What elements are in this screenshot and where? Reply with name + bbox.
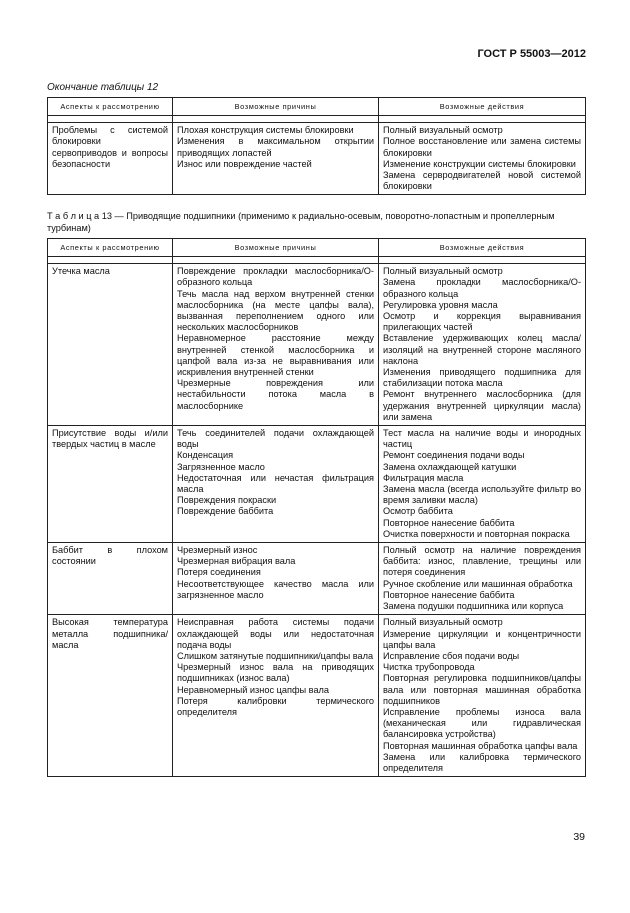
cause-line: Течь соединителей подачи охлаждающей воды (177, 428, 374, 450)
table-row (48, 615, 586, 777)
action-line: Осмотр баббита (383, 506, 453, 517)
action-line: Повторная регулировка подшипников/цапфы вала или повторная машинная обработка подшипников (383, 673, 581, 706)
action-line: Очистка поверхности и повторная покраска (383, 528, 570, 539)
actions-cell (379, 615, 586, 777)
cause-line: Чрезмерные повреждения или нестабильности потока масла в маслосборнике (177, 378, 374, 411)
cause-line: Износ или повреждение частей (177, 158, 312, 169)
cause-line: Недостаточная или нечастая фильтрация масла (177, 472, 374, 495)
action-line: Регулировка уровня масла (383, 299, 498, 310)
cause-line: Конденсация (177, 450, 234, 461)
table12-col-aspects: Аспекты к рассмотрению (48, 98, 173, 116)
actions-cell (379, 543, 586, 615)
table12-col-causes: Возможные причины (173, 98, 379, 116)
action-line: Изменение конструкции системы блокировки (383, 158, 576, 169)
aspect-cell: Баббит в плохом состоянии (48, 543, 173, 615)
cause-line: Изменения в максимальном открытии приводящих лопастей (177, 136, 374, 158)
table13-header-row (48, 239, 586, 257)
actions-cell (379, 264, 586, 426)
table12-header-row (48, 98, 586, 116)
aspect-cell: Присутствие воды и/или твердых частиц в масле (48, 426, 173, 543)
action-line: Замена масла (всегда используйте фильтр во время заливки масла) (383, 484, 581, 506)
action-line: Ремонт соединения подачи воды (383, 450, 525, 461)
causes-cell (173, 543, 379, 615)
aspect-cell: Утечка масла (48, 264, 173, 426)
table12-col-actions: Возможные действия (379, 98, 586, 116)
table-row (48, 543, 586, 615)
table-row (48, 264, 586, 426)
action-line: Повторная машинная обработка цапфы вала (383, 740, 578, 751)
causes-cell (173, 426, 379, 543)
action-line: Исправление сбоя подачи воды (383, 650, 520, 661)
actions-cell (379, 426, 586, 543)
causes-cell (173, 264, 379, 426)
action-line: Замена охлаждающей катушки (383, 461, 517, 472)
action-line: Полный осмотр на наличие повреждения баббита: износ, плавление, трещины или потеря соединения (383, 545, 581, 578)
action-line: Вставление удерживающих колец масла/изоляций на внутренней стороне масляного наклона (383, 333, 581, 366)
action-line: Измерение циркуляции и концентричности цапфы вала (383, 628, 581, 650)
action-line: Полный визуальный осмотр (383, 617, 503, 628)
actions-cell (379, 123, 586, 195)
table13-col-aspects: Аспекты к рассмотрению (48, 239, 173, 257)
cause-line: Неравномерное расстояние между внутренней стенкой маслосборника и цапфой вала из-за не выравнивания или искривления внутренней стенки (177, 333, 374, 378)
cause-line: Неравномерный износ цапфы вала (177, 684, 330, 695)
table13-col-causes: Возможные причины (173, 239, 379, 257)
cause-line: Повреждения покраски (177, 495, 277, 506)
cause-line: Повреждение прокладки маслосборника/О-образного кольца (177, 266, 374, 288)
causes-cell (173, 615, 379, 777)
action-line: Полный визуальный осмотр (383, 125, 503, 136)
table-row (48, 426, 586, 543)
page-number: 39 (573, 831, 585, 843)
cause-line: Слишком затянутые подшипники/цапфы вала (177, 650, 374, 661)
cause-line: Течь масла над верхом внутренней стенки маслосборника (на месте цапфы вала), вызванная переполнением одного или нескольких маслосборников (177, 288, 374, 333)
action-line: Замена сервродвигателей новой системой блокировки (383, 170, 581, 192)
action-line: Ручное скобление или машинная обработка (383, 578, 573, 589)
action-line: Повторное нанесение баббита (383, 589, 515, 600)
table12-caption: Окончание таблицы 12 (47, 82, 159, 93)
action-line: Полное восстановление или замена системы блокировки (383, 136, 581, 158)
action-line: Замена подушки подшипника или корпуса (383, 601, 564, 612)
action-line: Замена прокладки маслосборника/О-образного кольца (383, 277, 581, 299)
cause-line: Чрезмерная вибрация вала (177, 556, 296, 567)
aspect-cell: Проблемы с системой блокировки сервоприводов и вопросы безопасности (48, 123, 173, 195)
cause-line: Плохая конструкция системы блокировки (177, 125, 354, 136)
cause-line: Чрезмерный износ (177, 545, 258, 556)
action-line: Осмотр и коррекция выравнивания прилегающих частей (383, 311, 581, 333)
cause-line: Несоответствующее качество масла или загрязненное масло (177, 578, 374, 600)
cause-line: Загрязненное масло (177, 461, 265, 472)
action-line: Тест масла на наличие воды и инородных частиц (383, 428, 581, 450)
cause-line: Потеря калибровки термического определителя (177, 695, 374, 717)
causes-cell (173, 123, 379, 195)
aspect-cell: Высокая температура металла подшипника/масла (48, 615, 173, 777)
cause-line: Повреждение баббита (177, 506, 274, 517)
action-line: Замена или калибровка термического определителя (383, 751, 581, 773)
action-line: Фильтрация масла (383, 472, 464, 483)
action-line: Чистка трубопровода (383, 662, 475, 673)
table-row (48, 123, 586, 195)
standard-code: ГОСТ Р 55003—2012 (477, 48, 586, 60)
action-line: Полный визуальный осмотр (383, 266, 503, 277)
table13-col-actions: Возможные действия (379, 239, 586, 257)
table13-caption: Т а б л и ц а 13 — Приводящие подшипники (применимо к радиально-осевым, поворотно-лопастным и пропеллерным турбинам) (47, 211, 555, 233)
table12 (47, 97, 586, 195)
cause-line: Чрезмерный износ вала на приводящих подшипниках (износ вала) (177, 662, 374, 684)
cause-line: Неисправная работа системы подачи охлаждающей воды или недостаточная подача воды (177, 617, 374, 650)
action-line: Повторное нанесение баббита (383, 517, 515, 528)
table13 (47, 238, 586, 777)
action-line: Изменения приводящего подшипника для стабилизации потока масла (383, 367, 581, 389)
action-line: Ремонт внутреннего маслосборника (для удержания внутренней циркуляции масла) или замена (383, 389, 581, 422)
cause-line: Потеря соединения (177, 567, 261, 578)
action-line: Исправление проблемы износа вала (механическая или гидравлическая балансировка устройства) (383, 706, 581, 740)
